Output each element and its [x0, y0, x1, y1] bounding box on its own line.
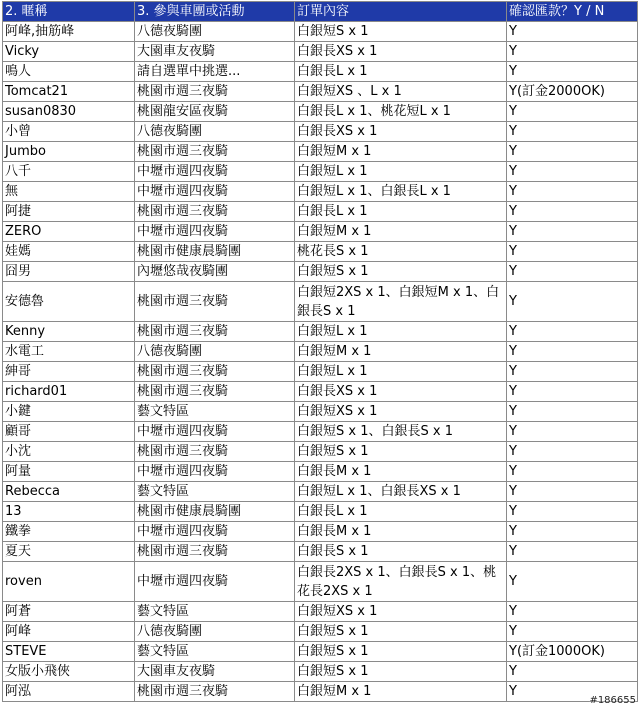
table-row	[3, 522, 638, 542]
cell-group: 桃園市週三夜騎	[135, 82, 295, 102]
table-row	[3, 122, 638, 142]
cell-order: 白銀長2XS x 1、白銀長S x 1、桃花長2XS x 1	[295, 562, 507, 602]
cell-nickname: 阿蒼	[3, 602, 135, 622]
cell-nickname: 水電工	[3, 342, 135, 362]
table-row	[3, 402, 638, 422]
cell-group: 中壢市週四夜騎	[135, 162, 295, 182]
cell-order: 白銀短M x 1	[295, 682, 507, 702]
cell-nickname: 阿量	[3, 462, 135, 482]
cell-nickname: 八千	[3, 162, 135, 182]
cell-nickname: 鐵拳	[3, 522, 135, 542]
cell-group: 桃園龍安區夜騎	[135, 102, 295, 122]
cell-nickname: 鳴人	[3, 62, 135, 82]
cell-group: 中壢市週四夜騎	[135, 182, 295, 202]
cell-group: 中壢市週四夜騎	[135, 422, 295, 442]
cell-group: 藝文特區	[135, 482, 295, 502]
table-row	[3, 62, 638, 82]
cell-order: 白銀短XS x 1	[295, 602, 507, 622]
cell-group: 八德夜騎團	[135, 622, 295, 642]
cell-payment: Y	[507, 382, 638, 402]
cell-nickname: roven	[3, 562, 135, 602]
cell-nickname: richard01	[3, 382, 135, 402]
cell-nickname: Jumbo	[3, 142, 135, 162]
cell-payment: Y	[507, 602, 638, 622]
header-row	[3, 2, 638, 22]
cell-nickname: 紳哥	[3, 362, 135, 382]
header-nickname: 2. 暱稱	[3, 2, 135, 22]
watermark-label: #186655	[589, 695, 636, 706]
cell-order: 白銀長M x 1	[295, 462, 507, 482]
cell-order: 白銀長L x 1、桃花短L x 1	[295, 102, 507, 122]
cell-payment: Y	[507, 422, 638, 442]
cell-nickname: 顧哥	[3, 422, 135, 442]
cell-order: 白銀長M x 1	[295, 522, 507, 542]
table-row	[3, 502, 638, 522]
cell-order: 白銀短XS x 1	[295, 402, 507, 422]
table-row	[3, 602, 638, 622]
table-row	[3, 662, 638, 682]
table-row	[3, 362, 638, 382]
cell-order: 白銀短2XS x 1、白銀短M x 1、白銀長S x 1	[295, 282, 507, 322]
cell-order: 白銀短S x 1	[295, 262, 507, 282]
header-group: 3. 參與車團或活動	[135, 2, 295, 22]
cell-order: 白銀短M x 1	[295, 342, 507, 362]
cell-group: 桃園市週三夜騎	[135, 682, 295, 702]
cell-payment: Y	[507, 282, 638, 322]
table-row	[3, 242, 638, 262]
table-row	[3, 42, 638, 62]
table-body	[3, 22, 638, 702]
table-row	[3, 682, 638, 702]
cell-payment: Y	[507, 22, 638, 42]
table-row	[3, 342, 638, 362]
cell-payment: Y	[507, 622, 638, 642]
table-row	[3, 622, 638, 642]
cell-nickname: Rebecca	[3, 482, 135, 502]
cell-nickname: 囧男	[3, 262, 135, 282]
table-row	[3, 222, 638, 242]
table-row	[3, 162, 638, 182]
cell-payment: Y	[507, 502, 638, 522]
cell-order: 白銀短L x 1、白銀長XS x 1	[295, 482, 507, 502]
cell-order: 白銀短L x 1	[295, 322, 507, 342]
cell-payment: Y	[507, 682, 638, 702]
cell-payment: Y	[507, 482, 638, 502]
cell-payment: Y	[507, 202, 638, 222]
table-row	[3, 182, 638, 202]
cell-order: 白銀短S x 1	[295, 622, 507, 642]
cell-payment: Y	[507, 562, 638, 602]
cell-payment: Y	[507, 122, 638, 142]
cell-order: 白銀短S x 1	[295, 442, 507, 462]
cell-nickname: 阿峰,抽筋峰	[3, 22, 135, 42]
cell-payment: Y	[507, 262, 638, 282]
table-row	[3, 262, 638, 282]
cell-order: 白銀長S x 1	[295, 542, 507, 562]
cell-group: 藝文特區	[135, 402, 295, 422]
cell-nickname: ZERO	[3, 222, 135, 242]
cell-payment: Y	[507, 542, 638, 562]
cell-order: 白銀長XS x 1	[295, 382, 507, 402]
cell-group: 桃園市健康晨騎團	[135, 242, 295, 262]
table-row	[3, 202, 638, 222]
cell-nickname: 阿捷	[3, 202, 135, 222]
cell-group: 中壢市週四夜騎	[135, 222, 295, 242]
cell-order: 白銀短S x 1	[295, 662, 507, 682]
cell-group: 內壢悠哉夜騎團	[135, 262, 295, 282]
cell-payment: Y	[507, 182, 638, 202]
cell-payment: Y	[507, 662, 638, 682]
cell-order: 白銀長XS x 1	[295, 42, 507, 62]
cell-payment: Y(訂金1000OK)	[507, 642, 638, 662]
cell-group: 桃園市週三夜騎	[135, 362, 295, 382]
table-row	[3, 142, 638, 162]
table-row	[3, 382, 638, 402]
cell-order: 白銀短L x 1	[295, 162, 507, 182]
cell-order: 白銀長L x 1	[295, 62, 507, 82]
cell-payment: Y(訂金2000OK)	[507, 82, 638, 102]
cell-group: 桃園市週三夜騎	[135, 322, 295, 342]
cell-group: 桃園市週三夜騎	[135, 442, 295, 462]
cell-payment: Y	[507, 442, 638, 462]
cell-nickname: 無	[3, 182, 135, 202]
table-row	[3, 542, 638, 562]
cell-nickname: 小鍵	[3, 402, 135, 422]
table-row	[3, 282, 638, 322]
cell-group: 桃園市週三夜騎	[135, 202, 295, 222]
cell-payment: Y	[507, 242, 638, 262]
cell-order: 桃花長S x 1	[295, 242, 507, 262]
cell-order: 白銀長L x 1	[295, 202, 507, 222]
table-row	[3, 642, 638, 662]
cell-payment: Y	[507, 342, 638, 362]
order-table	[2, 1, 638, 702]
cell-payment: Y	[507, 42, 638, 62]
cell-order: 白銀短L x 1	[295, 362, 507, 382]
cell-nickname: 13	[3, 502, 135, 522]
cell-nickname: 阿泓	[3, 682, 135, 702]
cell-group: 八德夜騎團	[135, 342, 295, 362]
table-row	[3, 22, 638, 42]
cell-payment: Y	[507, 522, 638, 542]
cell-nickname: Tomcat21	[3, 82, 135, 102]
cell-group: 中壢市週四夜騎	[135, 522, 295, 542]
table-row	[3, 462, 638, 482]
cell-order: 白銀短M x 1	[295, 142, 507, 162]
cell-nickname: 小沈	[3, 442, 135, 462]
header-payment: 確認匯款？Y / N	[507, 2, 638, 22]
table-row	[3, 422, 638, 442]
cell-group: 八德夜騎團	[135, 122, 295, 142]
cell-group: 大園車友夜騎	[135, 42, 295, 62]
table-row	[3, 322, 638, 342]
cell-payment: Y	[507, 462, 638, 482]
cell-order: 白銀短S x 1	[295, 22, 507, 42]
cell-payment: Y	[507, 222, 638, 242]
cell-group: 請自選單中挑選...	[135, 62, 295, 82]
header-order: 訂單內容	[295, 2, 507, 22]
cell-payment: Y	[507, 142, 638, 162]
cell-payment: Y	[507, 162, 638, 182]
cell-nickname: Vicky	[3, 42, 135, 62]
cell-group: 藝文特區	[135, 642, 295, 662]
cell-nickname: Kenny	[3, 322, 135, 342]
cell-order: 白銀短S x 1、白銀長S x 1	[295, 422, 507, 442]
table-row	[3, 562, 638, 602]
cell-payment: Y	[507, 402, 638, 422]
cell-order: 白銀短XS 、L x 1	[295, 82, 507, 102]
cell-nickname: 阿峰	[3, 622, 135, 642]
cell-payment: Y	[507, 102, 638, 122]
cell-nickname: 夏天	[3, 542, 135, 562]
table-row	[3, 82, 638, 102]
cell-group: 藝文特區	[135, 602, 295, 622]
cell-order: 白銀短L x 1、白銀長L x 1	[295, 182, 507, 202]
cell-order: 白銀短S x 1	[295, 642, 507, 662]
cell-order: 白銀短M x 1	[295, 222, 507, 242]
table-row	[3, 102, 638, 122]
cell-order: 白銀長XS x 1	[295, 122, 507, 142]
cell-nickname: 娃媽	[3, 242, 135, 262]
table-row	[3, 482, 638, 502]
cell-group: 桃園市週三夜騎	[135, 542, 295, 562]
cell-payment: Y	[507, 62, 638, 82]
cell-group: 桃園市週三夜騎	[135, 282, 295, 322]
cell-nickname: STEVE	[3, 642, 135, 662]
cell-group: 中壢市週四夜騎	[135, 462, 295, 482]
cell-order: 白銀長L x 1	[295, 502, 507, 522]
cell-group: 大園車友夜騎	[135, 662, 295, 682]
cell-payment: Y	[507, 322, 638, 342]
cell-nickname: 女版小飛俠	[3, 662, 135, 682]
cell-nickname: 小曾	[3, 122, 135, 142]
cell-group: 桃園市週三夜騎	[135, 142, 295, 162]
cell-nickname: susan0830	[3, 102, 135, 122]
table-row	[3, 442, 638, 462]
cell-group: 八德夜騎團	[135, 22, 295, 42]
cell-nickname: 安德魯	[3, 282, 135, 322]
cell-payment: Y	[507, 362, 638, 382]
cell-group: 桃園市週三夜騎	[135, 382, 295, 402]
cell-group: 桃園市健康晨騎團	[135, 502, 295, 522]
cell-group: 中壢市週四夜騎	[135, 562, 295, 602]
